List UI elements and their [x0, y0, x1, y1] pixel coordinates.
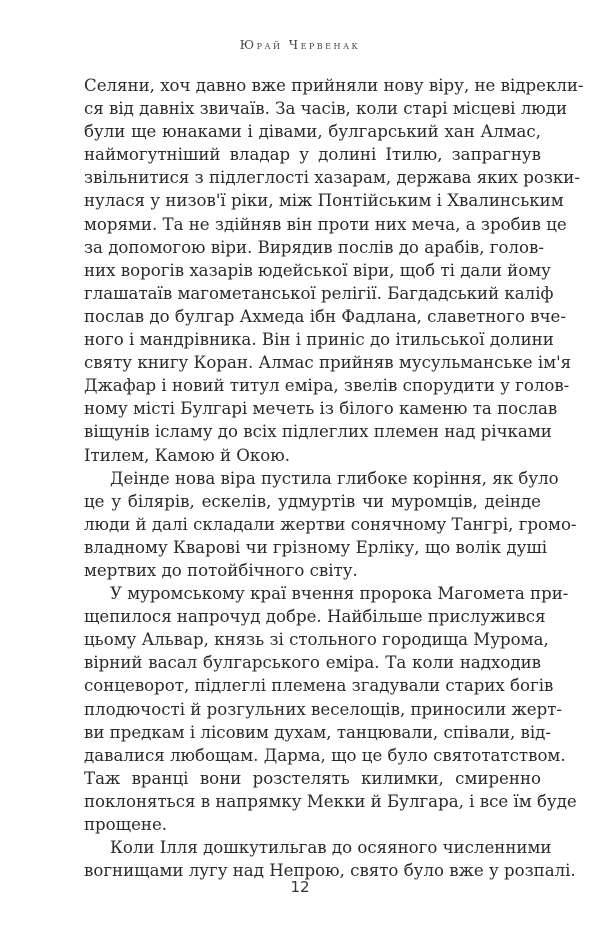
text-line: Ітилем, Камою й Окою.: [84, 445, 290, 465]
text-line: морями. Та не здійняв він проти них меча, а зробив це: [84, 214, 567, 234]
text-line: У муромському краї вчення пророка Магомета при-: [110, 584, 569, 604]
text-line: мертвих до потойбічного світу.: [84, 560, 358, 580]
text-line: наймогутніший владар у долині Ітилю, запрагнув: [84, 145, 541, 165]
text-line: ви предкам і лісовим духам, танцювали, співали, від-: [84, 722, 551, 742]
text-line: Коли Ілля дошкутильгав до осяяного численними: [110, 838, 552, 858]
text-line: вогнищами лугу над Непрою, свято було вже у розпалі.: [84, 861, 576, 881]
text-line: Таж вранці вони розстелять килимки, смиренно: [84, 768, 541, 788]
page-body-text: [84, 74, 584, 882]
text-line: ного і мандрівника. Він і приніс до ітильської долини: [84, 330, 554, 350]
text-line: прощене.: [84, 815, 168, 834]
text-line: ному місті Булгарі мечеть із білого каменю та послав: [84, 399, 558, 419]
text-line: звільнитися з підлеглості хазарам, держава яких розки-: [84, 168, 580, 188]
paragraph: [84, 467, 577, 582]
running-header: Юрай Червенак: [239, 38, 361, 52]
text-line: Селяни, хоч давно вже прийняли нову віру, не відрекли-: [84, 76, 584, 95]
text-line: це у білярів, ескелів, удмуртів чи муромців, деінде: [84, 491, 541, 511]
text-line: глашатаїв магометанської релігії. Багдадський каліф: [84, 283, 554, 303]
text-line: були ще юнаками і дівами, булгарський хан Алмас,: [84, 122, 541, 142]
text-line: святу книгу Коран. Алмас прийняв мусульманське ім'я: [84, 353, 572, 373]
text-line: ся від давніх звичаїв. За часів, коли старі місцеві люди: [84, 99, 568, 119]
text-line: владному Кварові чи грізному Ерліку, що волік душі: [84, 537, 548, 557]
text-line: за допомогою віри. Вирядив послів до арабів, голов-: [84, 237, 544, 257]
text-line: Деінде нова віра пустила глибоке коріння, як було: [110, 468, 559, 488]
text-line: поклоняться в напрямку Мекки й Булгара, і все їм буде: [84, 791, 577, 811]
paragraph: [84, 74, 584, 467]
paragraph: [84, 836, 576, 882]
text-line: послав до булгар Ахмеда ібн Фадлана, славетного вче-: [84, 306, 566, 326]
text-line: нулася у низов'ї ріки, між Понтійським і Хвалинським: [84, 191, 564, 211]
text-line: люди й далі складали жертви сонячному Тангрі, громо-: [84, 514, 577, 534]
text-line: Джафар і новий титул еміра, звелів спорудити у голов-: [84, 376, 570, 396]
text-line: вірний васал булгарського еміра. Та коли надходив: [84, 653, 541, 673]
text-line: плодючості й розгульних веселощів, приносили жерт-: [84, 699, 563, 719]
text-line: щепилося напрочуд добре. Найбільше прислужився: [84, 607, 546, 627]
page-number: 12: [290, 878, 310, 896]
paragraph: [84, 582, 577, 836]
text-line: сонцеворот, підлеглі племена згадували старих богів: [84, 676, 554, 696]
text-line: них ворогів хазарів юдейської віри, щоб ті дали йому: [84, 260, 551, 280]
text-line: цьому Альвар, князь зі стольного городища Мурома,: [84, 630, 549, 650]
text-line: давалися любощам. Дарма, що це було святотатством.: [84, 745, 566, 765]
text-line: віщунів ісламу до всіх підлеглих племен над річками: [84, 422, 552, 442]
